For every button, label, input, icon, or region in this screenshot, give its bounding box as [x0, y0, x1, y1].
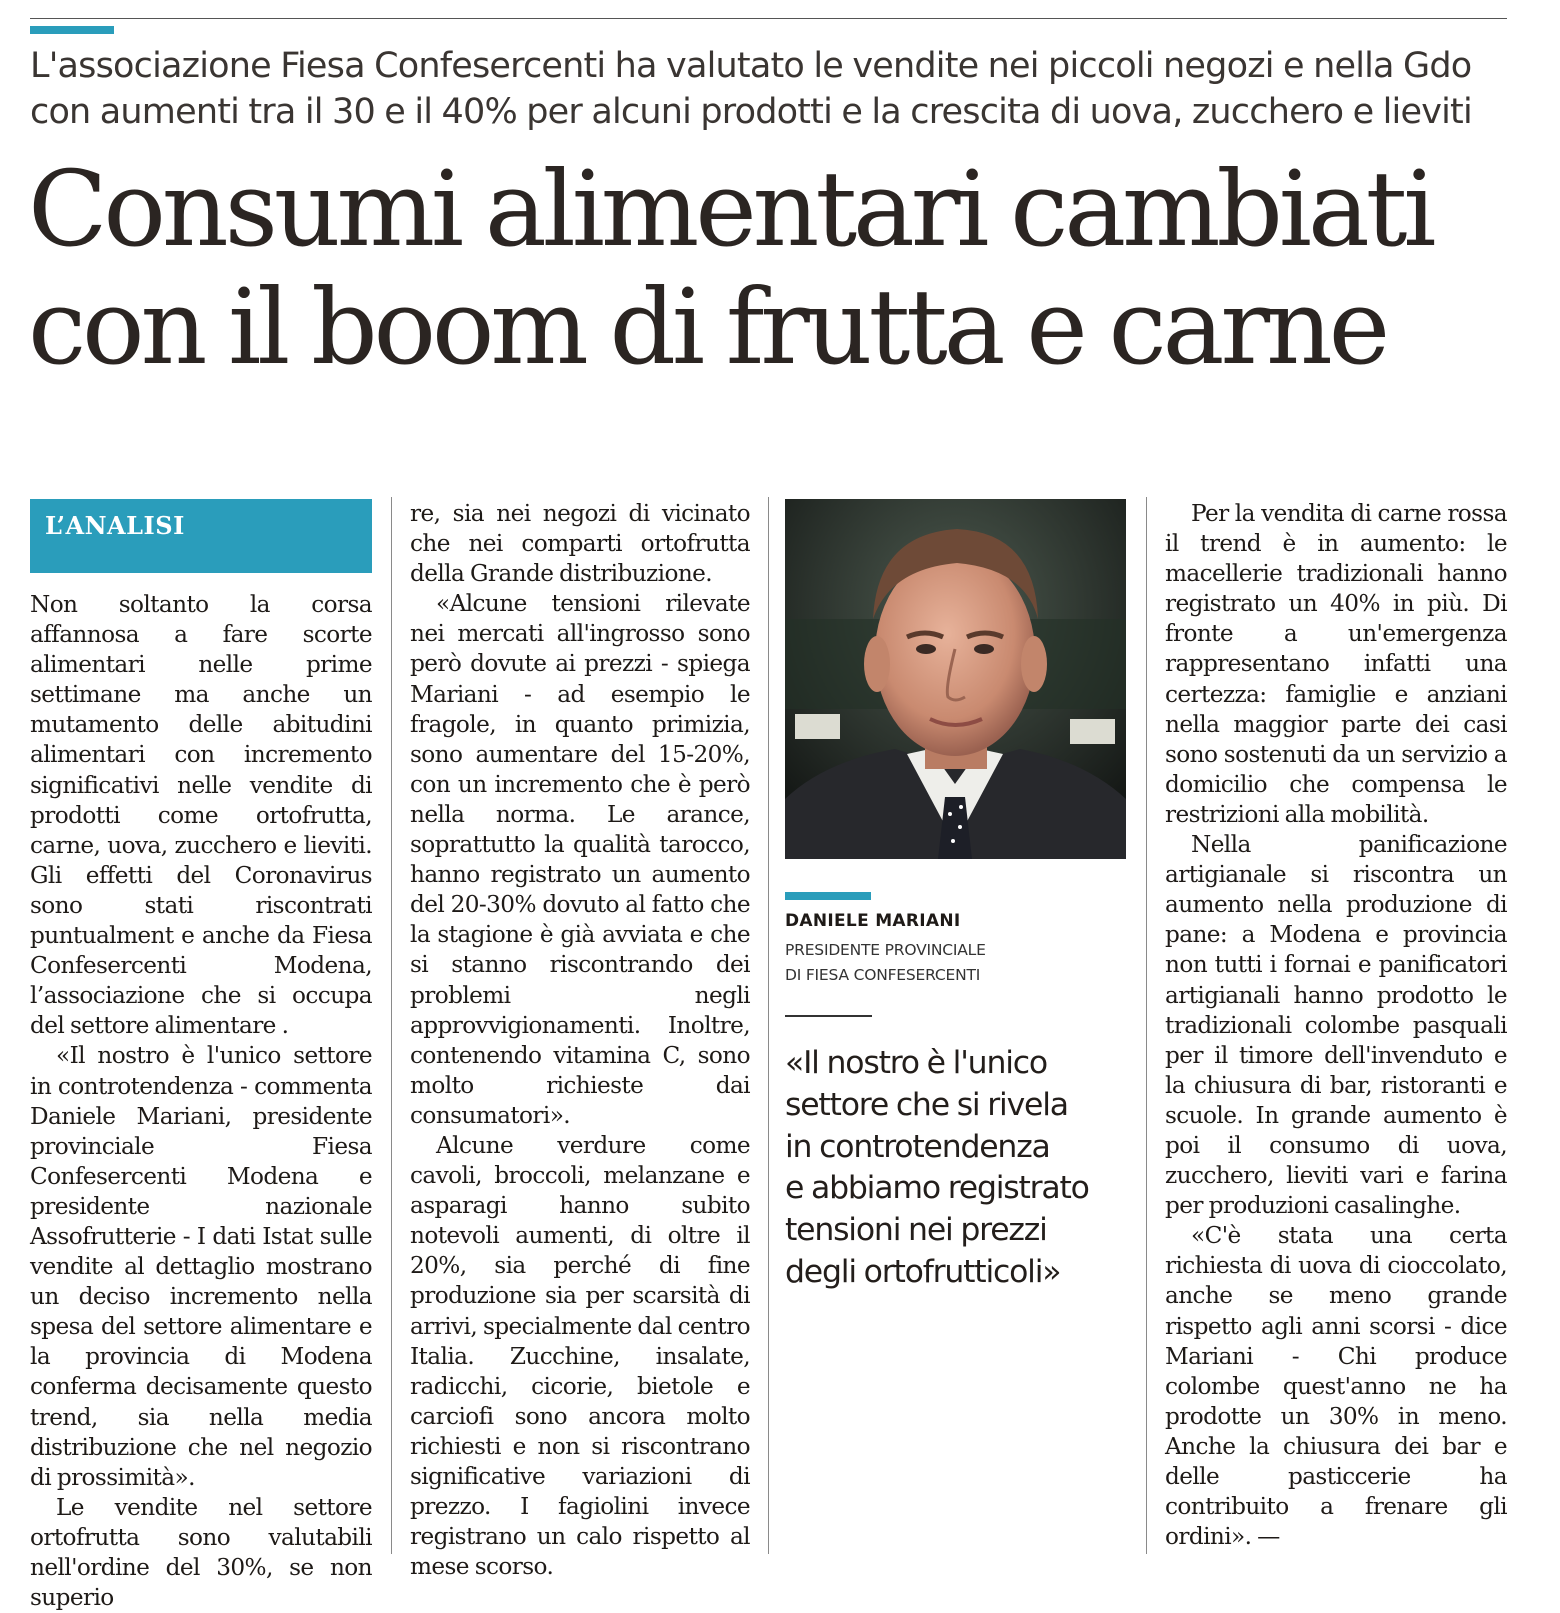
caption-name: DANIELE MARIANI	[785, 911, 961, 931]
headline-line: con il boom di frutta e carne	[28, 266, 1386, 388]
top-accent-bar	[30, 26, 114, 34]
column-divider	[391, 497, 392, 1554]
caption-accent-bar	[785, 892, 871, 900]
paragraph: Nella panificazione artigianale si riscontra un aumento nella produzione di pane: a Modena e provincia non tutti i fornai e panificatori artigianali hanno prodotto le tradizionali colombe pasquali per il timore dell'invenduto e la chiusura di bar, ristoranti e scuole. In grande aumento è poi il consumo di uova, zucchero, lieviti vari e farina per produzioni casalinghe.	[1165, 831, 1507, 1220]
pull-quote-line: degli ortofrutticoli»	[785, 1253, 1061, 1290]
column-divider	[1146, 497, 1147, 1554]
pull-quote-line: «Il nostro è l'unico	[785, 1045, 1047, 1081]
pull-quote-line: tensioni nei prezzi	[785, 1212, 1047, 1249]
pull-quote-line: settore che si rivela	[785, 1086, 1068, 1123]
headline-line: Consumi alimentari cambiati	[28, 148, 1433, 270]
pull-quote-line: e abbiamo registrato	[785, 1170, 1089, 1207]
paragraph: re, sia nei negozi di vicinato che nei comparti ortofrutta della Grande distribuzione.	[410, 500, 750, 588]
kicker-line: con aumenti tra il 30 e il 40% per alcuni prodotti e la crescita di uova, zucchero e lieviti	[30, 92, 1472, 132]
kicker	[30, 43, 1520, 135]
caption-role-line: PRESIDENTE PROVINCIALE	[785, 941, 986, 959]
headline	[28, 150, 1548, 386]
article-column-1	[30, 499, 372, 1613]
pull-quote-line: in controtendenza	[785, 1128, 1050, 1165]
paragraph: «C'è stata una certa richiesta di uova di cioccolato, anche se meno grande rispetto agli anni scorsi - dice Mariani - Chi produce colombe quest'anno ne ha prodotte un 30% in meno. Anche la chiusura dei bar e delle pasticcerie ha contribuito a frenare gli ordini». —	[1165, 1222, 1507, 1551]
kicker-line: L'associazione Fiesa Confesercenti ha valutato le vendite nei piccoli negozi e nella Gdo	[30, 46, 1472, 86]
article-column-4	[1165, 499, 1507, 1552]
section-tag: L’ANALISI	[30, 499, 372, 573]
top-rule	[30, 18, 1507, 19]
paragraph: Per la vendita di carne rossa il trend è in aumento: le macellerie tradizionali hanno registrato un 40% in più. Di fronte a un'emergenza rappresentano infatti una certezza: famiglie e anziani nella maggior parte dei casi sono sostenuti da un servizio a domicilio che compensa le restrizioni alla mobilità.	[1165, 500, 1507, 828]
paragraph: Non soltanto la corsa affannosa a fare scorte alimentari nelle prime settimane ma anche un mutamento delle abitudini alimentari con incremento significativi nelle vendite di prodotti come ortofrutta, carne, uova, zucchero e lieviti. Gli effetti del Coronavirus sono stati riscontrati puntualment e anche da Fiesa Confesercenti Modena, l’associazione che si occupa del settore alimentare .	[30, 591, 372, 1040]
caption-role	[785, 938, 1130, 988]
paragraph: «Alcune tensioni rilevate nei mercati all'ingrosso sono però dovute ai prezzi - spiega Mariani - ad esempio le fragole, in quanto primizia, sono aumentare del 15-20%, con un incremento che è però nella norma. Le arance, soprattutto la qualità tarocco, hanno registrato un aumento del 20-30% dovuto al fatto che la stagione è già avviata e che si stanno riscontrando dei problemi negli approvvigionamenti. Inoltre, contenendo vitamina C, sono molto richieste dai consumatori».	[410, 590, 750, 1129]
paragraph: Alcune verdure come cavoli, broccoli, melanzane e asparagi hanno subito notevoli aumenti, di oltre il 20%, sia perché di fine produzione sia per scarsità di arrivi, specialmente dal centro Italia. Zucchine, insalate, radicchi, cicorie, bietole e carciofi sono ancora molto richiesti e non si riscontrano significative variazioni di prezzo. I fagiolini invece registrano un calo rispetto al mese scorso.	[410, 1131, 750, 1581]
pull-quote	[785, 1043, 1140, 1294]
portrait-photo	[785, 499, 1126, 859]
article-column-2	[410, 499, 750, 1582]
paragraph: Le vendite nel settore ortofrutta sono valutabili nell'ordine del 30%, se non superio	[30, 1493, 372, 1612]
column-divider	[768, 497, 769, 1554]
caption-role-line: DI FIESA CONFESERCENTI	[785, 966, 981, 984]
caption-rule	[785, 1015, 872, 1017]
paragraph: «Il nostro è l'unico settore in controtendenza - commenta Daniele Mariani, presidente provinciale Fiesa Confesercenti Modena e presidente nazionale Assofrutterie - I dati Istat sulle vendite al dettaglio mostrano un deciso incremento nella spesa del settore alimentare e la provincia di Modena conferma decisamente questo trend, sia nella media distribuzione che nel negozio di prossimità».	[30, 1042, 372, 1491]
